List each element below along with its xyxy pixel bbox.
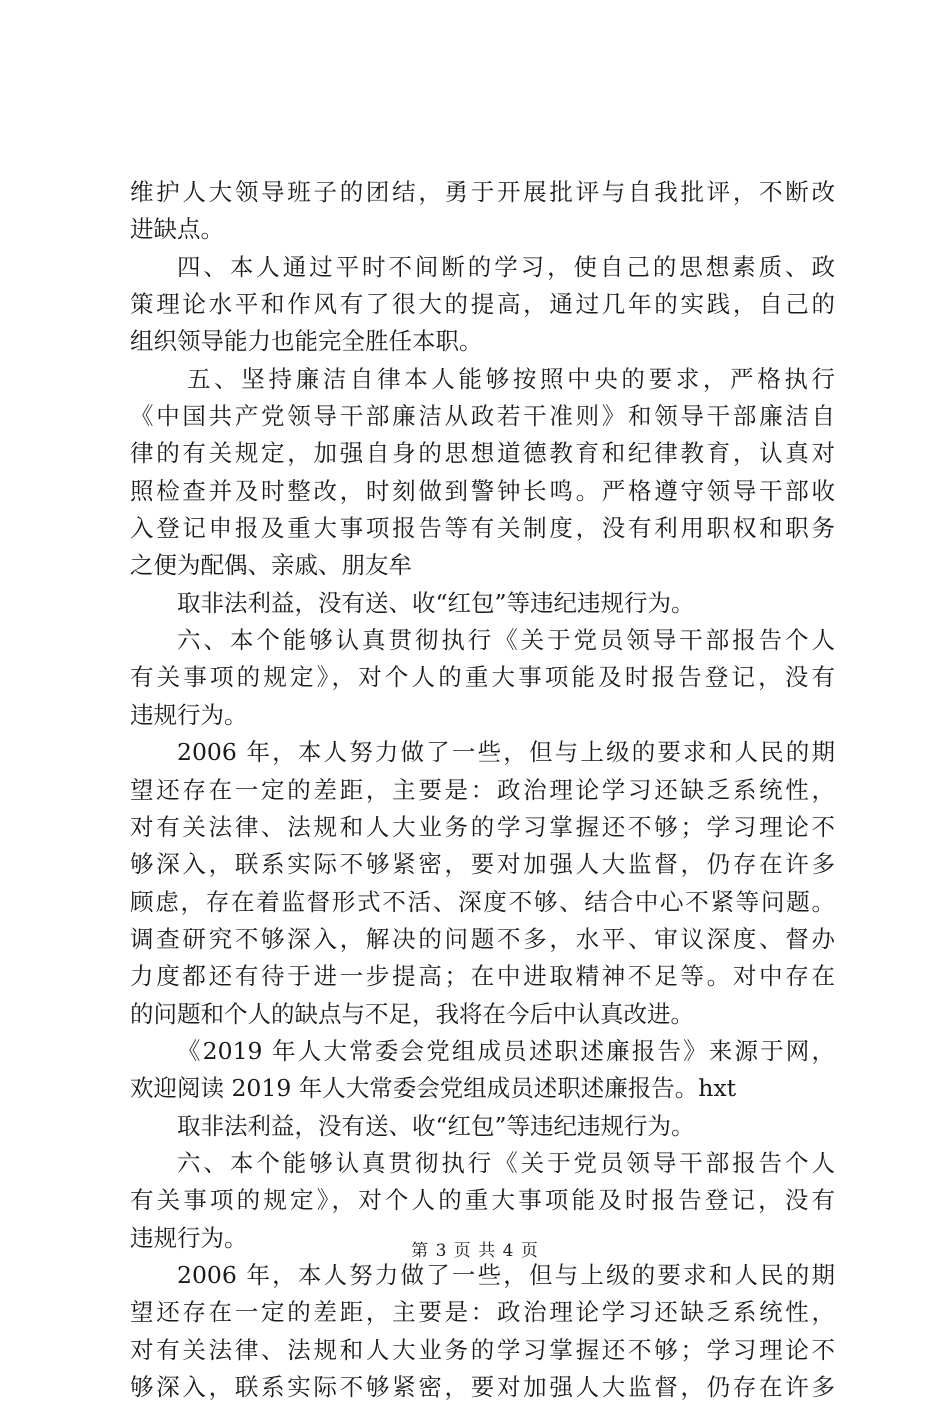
text-line: 违规行为。 xyxy=(130,700,248,729)
page-footer: 第 3 页 共 4 页 xyxy=(411,1241,539,1261)
text-line: 取非法利益，没有送、收“红包”等违纪违规行为。 xyxy=(177,1111,695,1140)
text-line: 够深入，联系实际不够紧密，要对加强人大监督，仍存在许多 xyxy=(130,850,835,879)
text-line: 之便为配偶、亲戚、朋友牟 xyxy=(130,551,412,580)
text-line: 策理论水平和作风有了很大的提高，通过几年的实践，自己的 xyxy=(130,290,835,319)
text-line: 照检查并及时整改，时刻做到警钟长鸣。严格遵守领导干部收 xyxy=(130,476,835,505)
text-line: 《2019 年人大常委会党组成员述职述廉报告》来源于网， xyxy=(177,1036,835,1065)
document-body xyxy=(130,174,835,1406)
text-line: 入登记申报及重大事项报告等有关制度，没有利用职权和职务 xyxy=(130,514,835,543)
text-line: 望还存在一定的差距，主要是：政治理论学习还缺乏系统性， xyxy=(130,1298,835,1327)
text-line: 进缺点。 xyxy=(130,215,224,244)
text-line: 组织领导能力也能完全胜任本职。 xyxy=(130,327,483,356)
text-line: 欢迎阅读 2019 年人大常委会党组成员述职述廉报告。hxt xyxy=(130,1074,737,1103)
text-line: 五、坚持廉洁自律本人能够按照中央的要求，严格执行 xyxy=(187,364,835,393)
text-line: 六、本个能够认真贯彻执行《关于党员领导干部报告个人 xyxy=(177,1148,835,1177)
text-line: 《中国共产党领导干部廉洁从政若干准则》和领导干部廉洁自 xyxy=(130,402,835,431)
text-line: 六、本个能够认真贯彻执行《关于党员领导干部报告个人 xyxy=(177,626,835,655)
text-line: 对有关法律、法规和人大业务的学习掌握还不够；学习理论不 xyxy=(130,1335,835,1364)
text-line: 四、本人通过平时不间断的学习，使自己的思想素质、政 xyxy=(177,252,835,281)
text-line: 取非法利益，没有送、收“红包”等违纪违规行为。 xyxy=(177,588,695,617)
text-line: 的问题和个人的缺点与不足，我将在今后中认真改进。 xyxy=(130,999,694,1028)
text-line: 力度都还有待于进一步提高；在中进取精神不足等。对中存在 xyxy=(130,962,835,991)
text-line: 望还存在一定的差距，主要是：政治理论学习还缺乏系统性， xyxy=(130,775,835,804)
text-line: 够深入，联系实际不够紧密，要对加强人大监督，仍存在许多 xyxy=(130,1373,835,1401)
text-line: 对有关法律、法规和人大业务的学习掌握还不够；学习理论不 xyxy=(130,812,835,841)
text-line: 2006 年，本人努力做了一些，但与上级的要求和人民的期 xyxy=(177,1260,835,1289)
text-line: 有关事项的规定》，对个人的重大事项能及时报告登记，没有 xyxy=(130,663,835,692)
text-line: 调查研究不够深入，解决的问题不多，水平、审议深度、督办 xyxy=(130,924,835,953)
text-line: 违规行为。 xyxy=(130,1223,248,1252)
text-line: 有关事项的规定》，对个人的重大事项能及时报告登记，没有 xyxy=(130,1186,835,1215)
text-line: 顾虑，存在着监督形式不活、深度不够、结合中心不紧等问题。 xyxy=(130,887,835,916)
text-line: 2006 年，本人努力做了一些，但与上级的要求和人民的期 xyxy=(177,738,835,767)
text-line: 维护人大领导班子的团结，勇于开展批评与自我批评，不断改 xyxy=(130,178,835,206)
text-line: 律的有关规定，加强自身的思想道德教育和纪律教育，认真对 xyxy=(130,439,835,468)
